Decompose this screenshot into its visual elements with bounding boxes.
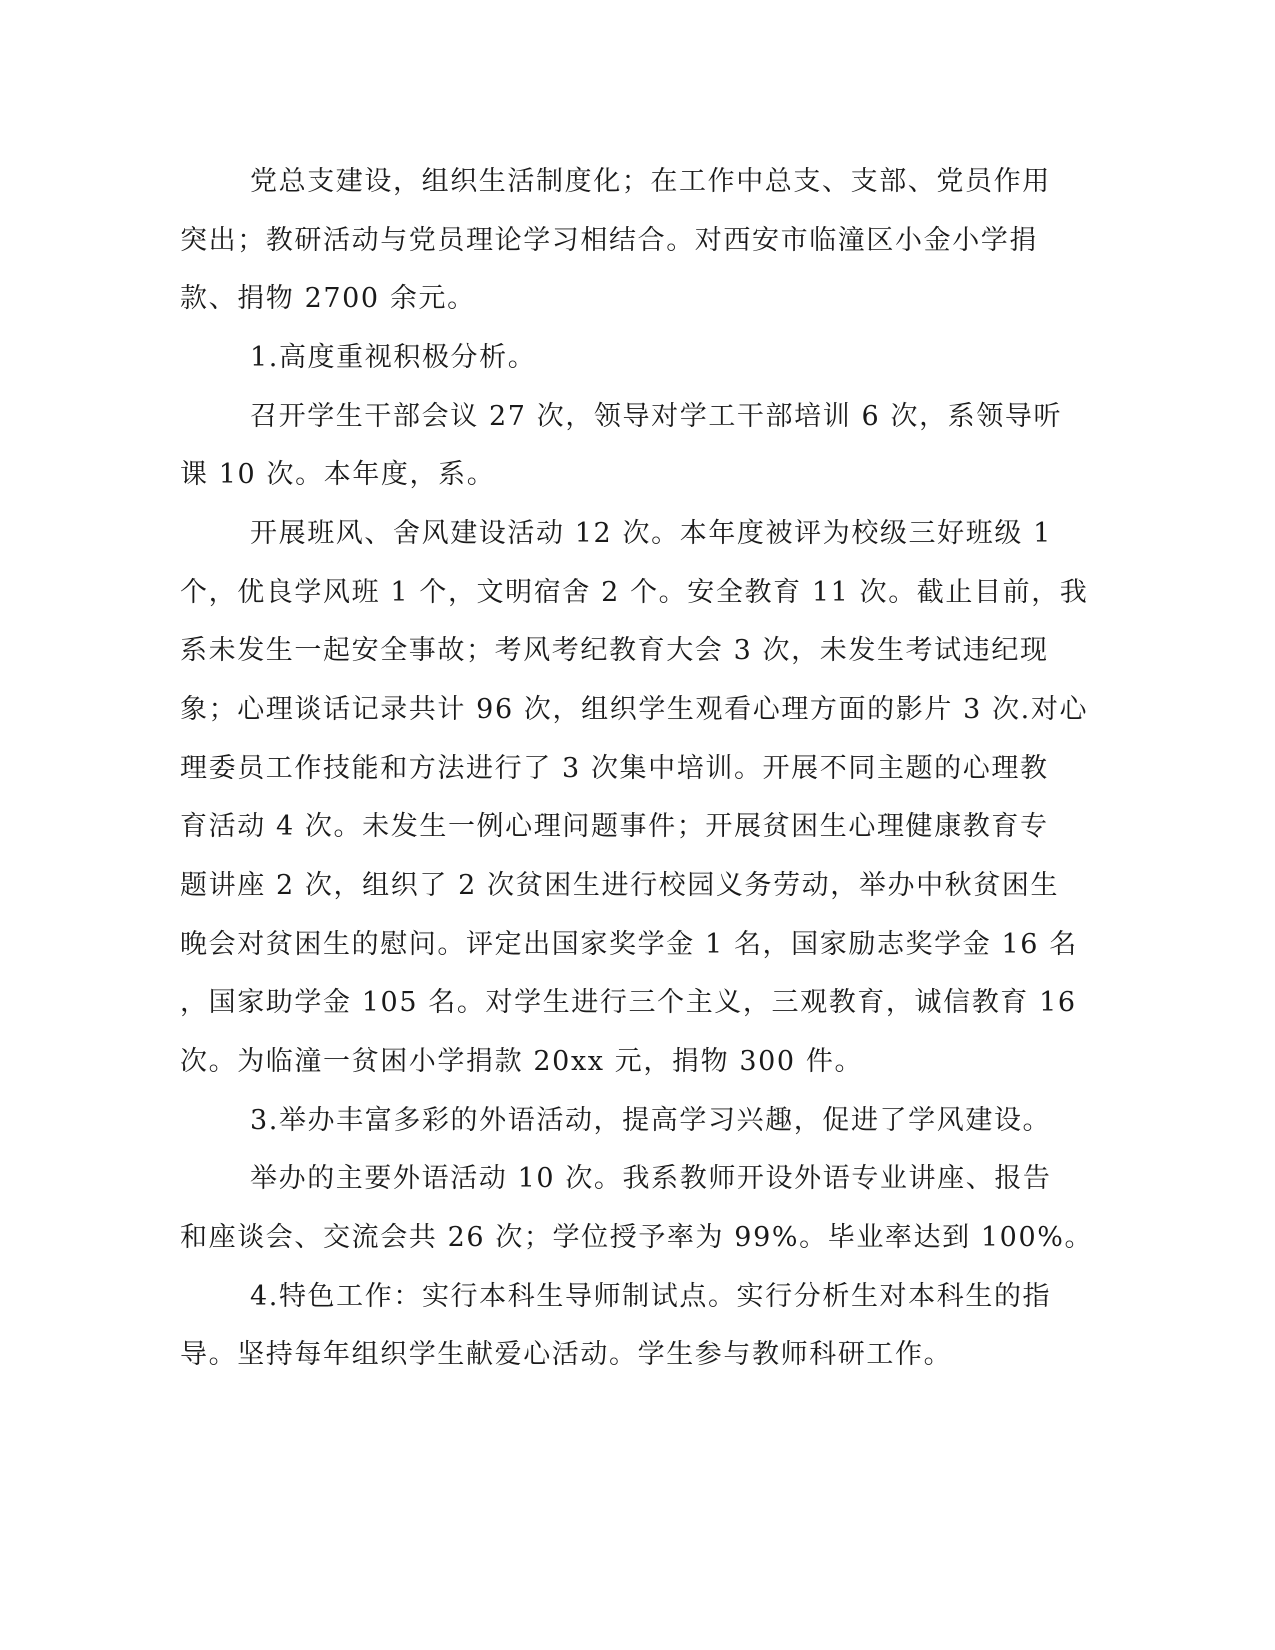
text-line: 个，优良学风班 1 个，文明宿舍 2 个。安全教育 11 次。截止目前，我 [180,577,1089,608]
text-line: ，国家助学金 105 名。对学生进行三个主义，三观教育，诚信教育 16 [180,987,1077,1018]
text-line: 和座谈会、交流会共 26 次；学位授予率为 99%。毕业率达到 100%。 [180,1222,1094,1253]
text-line: 举办的主要外语活动 10 次。我系教师开设外语专业讲座、报告 [250,1163,1052,1194]
text-line: 系未发生一起安全事故；考风考纪教育大会 3 次，未发生考试违纪现 [180,635,1049,666]
text-line: 开展班风、舍风建设活动 12 次。本年度被评为校级三好班级 1 [250,518,1052,549]
text-line: 题讲座 2 次，组织了 2 次贫困生进行校园义务劳动，举办中秋贫困生 [180,870,1060,901]
text-line: 党总支建设，组织生活制度化；在工作中总支、支部、党员作用 [250,166,1051,197]
text-line: 理委员工作技能和方法进行了 3 次集中培训。开展不同主题的心理教 [180,753,1049,784]
text-line: 导。坚持每年组织学生献爱心活动。学生参与教师科研工作。 [180,1339,953,1370]
text-line: 次。为临潼一贫困小学捐款 20xx 元，捐物 300 件。 [180,1046,864,1077]
text-line: 育活动 4 次。未发生一例心理问题事件；开展贫困生心理健康教育专 [180,811,1049,842]
section-heading: 1.高度重视积极分析。 [250,342,537,373]
text-line: 款、捐物 2700 余元。 [180,283,476,314]
text-line: 召开学生干部会议 27 次，领导对学工干部培训 6 次，系领导听 [250,401,1063,432]
section-heading: 4.特色工作：实行本科生导师制试点。实行分析生对本科生的指 [250,1281,1052,1312]
text-line: 晚会对贫困生的慰问。评定出国家奖学金 1 名，国家励志奖学金 16 名 [180,929,1078,960]
text-line: 突出；教研活动与党员理论学习相结合。对西安市临潼区小金小学捐 [180,225,1038,256]
text-line: 课 10 次。本年度，系。 [180,459,496,490]
section-heading: 3.举办丰富多彩的外语活动，提高学习兴趣，促进了学风建设。 [250,1105,1052,1136]
text-line: 象；心理谈话记录共计 96 次，组织学生观看心理方面的影片 3 次.对心 [180,694,1089,725]
